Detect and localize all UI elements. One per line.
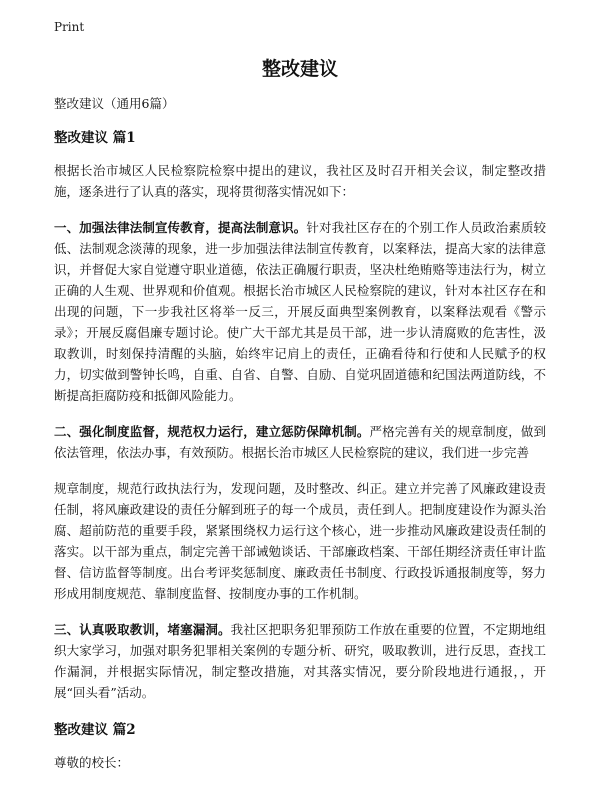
document-subtitle: 整改建议（通用6篇） [54,96,175,111]
page-title: 整改建议 [261,58,338,80]
point-1-paragraph [54,217,546,406]
point-2-continuation: 规章制度，规范行政执法行为，发现问题，及时整改、纠正。建立并完善了风廉政建设责任制，将风廉政建设的责任分解到班子的每一个成员，责任到人。把制度建设作为源头治腐、超前防范的重要手段，紧紧围绕权力运行这个核心，进一步推动风廉政建设责任制的落实。以干部为重点，制定完善干部诫勉谈话、干部廉政档案、干部任期经济责任审计监督、信访监督等制度。出台考评奖惩制度、廉政责任书制度、行政投诉通报制度等，努力形成用制度规范、靠制度监督、按制度办事的工作机制。 [54,481,546,601]
document-body [54,94,546,788]
section-2-salutation: 尊敬的校长： [54,755,130,770]
point-2-paragraph [54,421,546,463]
point-3-paragraph [54,619,546,703]
point-2-lead: 二、强化制度监督，规范权力运行，建立惩防保障机制。 [54,424,370,439]
point-3-text: 我社区把职务犯罪预防工作放在重要的位置，不定期地组织大家学习，加强对职务犯罪相关案例的专题分析、研究，吸取教训，进行反思，查找工作漏洞，并根据实际情况，制定整改措施，对其落实情况，要分阶段地进行通报，，开展“回头看”活动。 [54,622,546,700]
point-1-text: 针对我社区存在的个别工作人员政治素质较低、法制观念淡薄的现象，进一步加强法律法制宣传教育，以案释法，提高大家的法律意识，并督促大家自觉遵守职业道德，依法正确履行职责，坚决杜绝贿赂等违法行为，树立正确的人生观、世界观和价值观。根据长治市城区人民检察院的建议，针对本社区存在和出现的问题，下一步我社区将举一反三，开展反面典型案例教育，以案释法观看《警示录》；开展反腐倡廉专题讨论。使广大干部尤其是员干部，进一步认清腐败的危害性，汲取教训，时刻保持清醒的头脑，始终牢记肩上的责任，正确看待和行使和人民赋予的权力，切实做到警钟长鸣，自重、自省、自警、自励、自觉巩固道德和纪国法两道防线，不断提高拒腐防疫和抵御风险能力。 [54,220,546,403]
section-1-heading: 整改建议 篇1 [54,130,136,146]
section-2-heading: 整改建议 篇2 [54,722,136,738]
point-2-text: 严格完善有关的规章制度，做到依法管理，依法办事，有效预防。根据长治市城区人民检察院的建议，我们进一步完善 [54,424,546,460]
point-3-lead: 三、认真吸取教训，堵塞漏洞。 [54,622,231,637]
print-link[interactable]: Print [54,20,85,34]
point-1-lead: 一、加强法律法制宣传教育，提高法制意识。 [54,220,307,235]
section-1-intro: 根据长治市城区人民检察院检察中提出的建议，我社区及时召开相关会议，制定整改措施，逐条进行了认真的落实，现将贯彻落实情况如下： [54,163,546,199]
